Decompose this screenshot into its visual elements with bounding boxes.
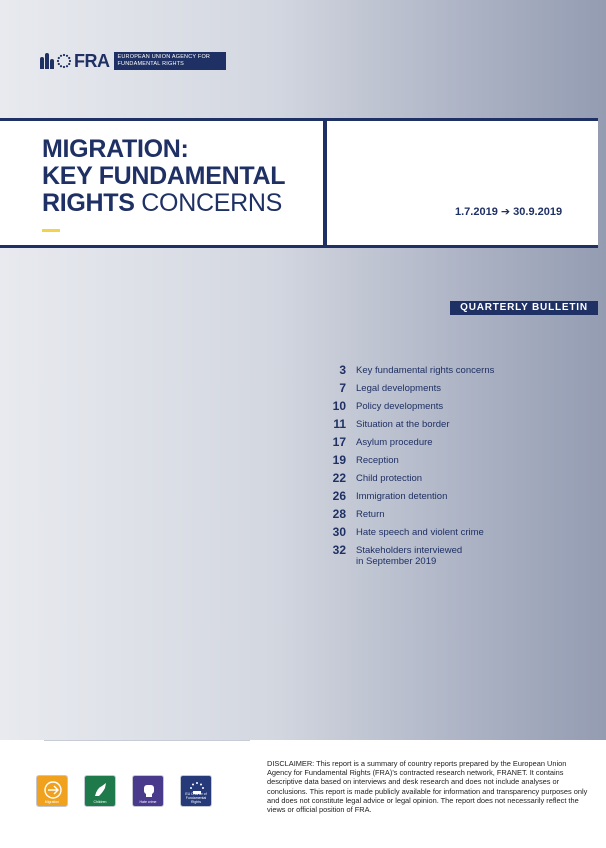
toc-entry-label: Legal developments [356, 383, 442, 394]
title-line-3-bold: RIGHTS [42, 189, 135, 217]
toc-entry-label: Hate speech and violent crime [356, 527, 484, 538]
toc-item[interactable] [322, 543, 592, 569]
toc-page-number: 30 [332, 525, 346, 539]
quarterly-bulletin-tag: QUARTERLY BULLETIN [450, 301, 598, 315]
toc-item[interactable] [322, 507, 592, 525]
toc-page-number: 26 [332, 489, 346, 503]
children-caption: Children [93, 800, 107, 804]
children-icon [91, 780, 111, 800]
eu-charter-tile [180, 775, 212, 807]
toc-entry-label: Key fundamental rights concerns [356, 365, 495, 376]
title-accent-bar [42, 229, 60, 232]
bulletin-rule [450, 313, 598, 315]
title-line-2: KEY FUNDAMENTAL [42, 162, 286, 190]
toc-page-number: 22 [332, 471, 346, 485]
toc-item[interactable] [322, 381, 592, 399]
toc-page-number: 11 [333, 417, 346, 431]
toc-entry-label: Asylum procedure [356, 437, 433, 448]
hate-crime-caption: Hate crime [139, 800, 157, 804]
toc-item[interactable] [322, 453, 592, 471]
toc-page-number: 7 [339, 381, 346, 395]
toc-entry-label: Situation at the border [356, 419, 450, 430]
toc-item[interactable] [322, 435, 592, 453]
disclaimer-text: DISCLAIMER: This report is a summary of country reports prepared by the European Union Agency for Fundamental Rights (FRA)’s contracted research network, FRANET. It contains descriptive data based on interviews and desk research and does not include analyses or conclusions. This report is made publicly available for information and transparency purposes only and does not constitute legal advice or legal opinion. The report does not necessarily reflect the views or official position of FRA. [267, 759, 588, 815]
toc-item[interactable] [322, 363, 592, 381]
migration-icon [43, 780, 63, 800]
toc-item[interactable] [322, 471, 592, 489]
toc-page-number: 10 [332, 399, 346, 413]
title-band-bottom-rule [0, 245, 598, 248]
topic-icons [36, 775, 228, 807]
people-icon [40, 53, 54, 69]
toc-entry-label: Reception [356, 455, 399, 466]
toc-entry-label: Immigration detention [356, 491, 448, 502]
toc-item[interactable] [322, 399, 592, 417]
toc-page-number: 17 [332, 435, 346, 449]
toc-item[interactable] [322, 417, 592, 435]
toc-page-number: 3 [339, 363, 346, 377]
eu-charter-caption: EU Charter of Fundamental Rights [185, 792, 207, 804]
page-title [42, 136, 285, 217]
toc-item[interactable] [322, 525, 592, 543]
toc-entry-label-line-2: in September 2019 [356, 556, 437, 567]
toc-entry-label: Return [356, 509, 385, 520]
reporting-period: 1.7.2019 ➔ 30.9.2019 [455, 206, 563, 218]
logo-agency-name: EUROPEAN UNION AGENCY FOR FUNDAMENTAL RIGHTS [114, 52, 226, 70]
toc-page-number: 28 [332, 507, 346, 521]
fra-logo [40, 52, 226, 70]
toc-item[interactable] [322, 489, 592, 507]
eu-stars-icon [56, 53, 72, 69]
toc-page-number: 19 [332, 453, 346, 467]
title-line-1: MIGRATION: [42, 135, 189, 163]
title-line-3-light: CONCERNS [134, 189, 282, 217]
toc-page-number: 32 [332, 543, 346, 557]
table-of-contents [322, 363, 592, 569]
hate-crime-icon [139, 780, 159, 800]
migration-tile [36, 775, 68, 807]
logo-wordmark: FRA [74, 51, 110, 71]
migration-caption: Migration [44, 800, 60, 804]
toc-entry-label [356, 543, 462, 567]
toc-entry-label: Child protection [356, 473, 423, 484]
toc-entry-label: Policy developments [356, 401, 444, 412]
children-tile [84, 775, 116, 807]
title-band-divider [323, 121, 327, 245]
footer-divider [44, 740, 250, 741]
toc-entry-label-line-1: Stakeholders interviewed [356, 545, 463, 556]
title-band-top-rule [0, 118, 598, 121]
hate-crime-tile [132, 775, 164, 807]
